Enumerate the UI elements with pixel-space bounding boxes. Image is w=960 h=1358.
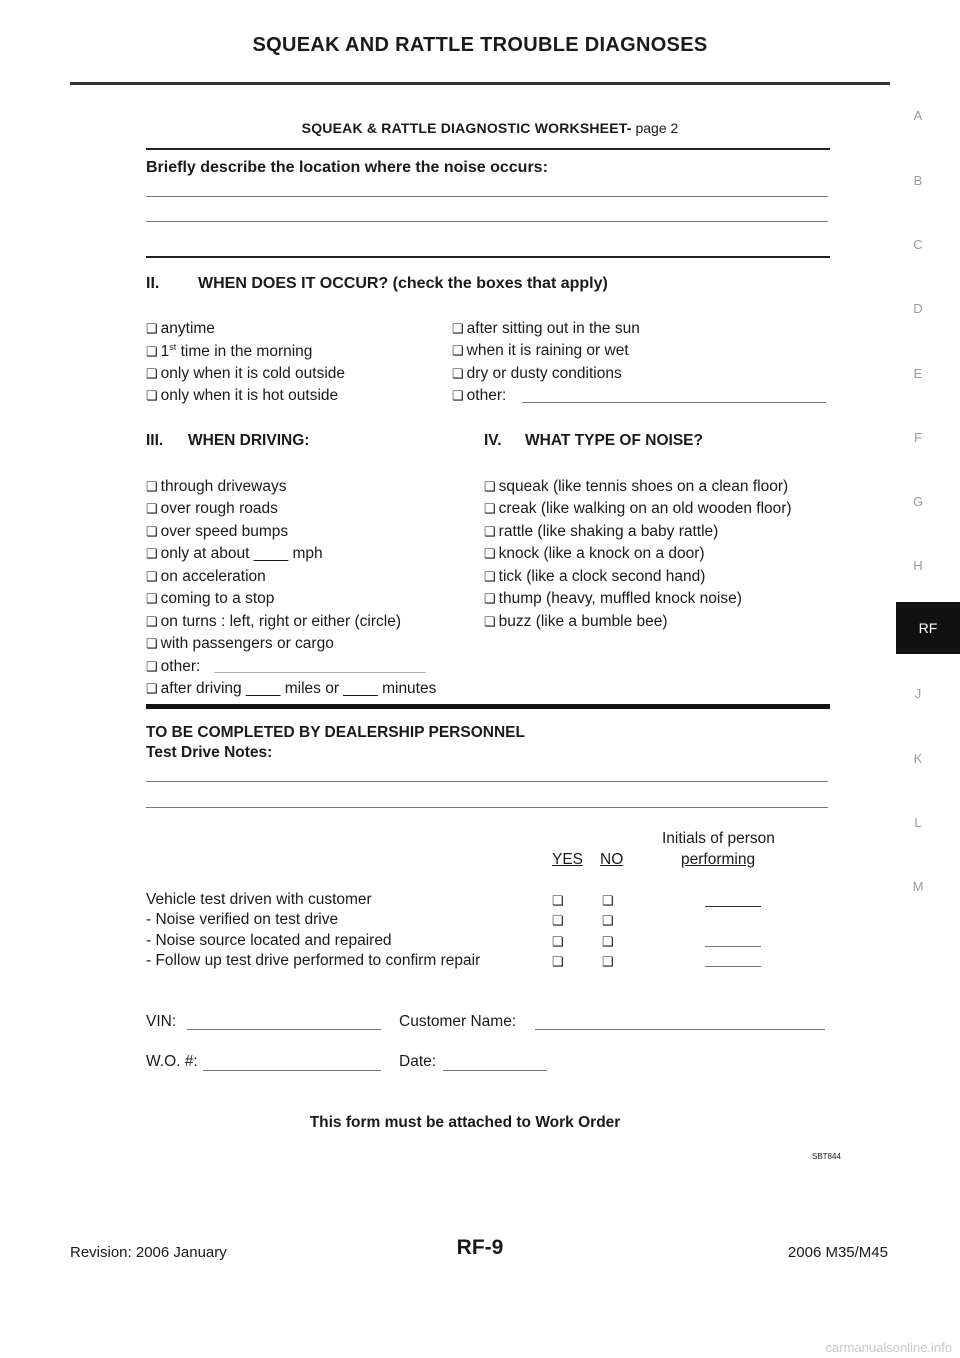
occur-rain-label: when it is raining or wet bbox=[466, 342, 629, 359]
checkbox-icon[interactable]: ❑ bbox=[146, 546, 158, 561]
checkbox-icon[interactable]: ❑ bbox=[146, 524, 158, 539]
initials-line[interactable] bbox=[705, 966, 761, 967]
side-index-c[interactable]: C bbox=[913, 237, 923, 252]
notes-line-2[interactable] bbox=[146, 807, 828, 808]
checkbox-icon[interactable]: ❑ bbox=[452, 366, 464, 381]
worksheet-title bbox=[140, 120, 840, 136]
checkbox-icon[interactable]: ❑ bbox=[146, 321, 158, 336]
attach-note: This form must be attached to Work Order bbox=[309, 1114, 621, 1131]
occur-hot[interactable] bbox=[146, 387, 338, 405]
noise-item[interactable] bbox=[484, 545, 705, 563]
side-index-f[interactable]: F bbox=[914, 430, 922, 445]
yes-checkbox[interactable]: ❑ bbox=[552, 954, 564, 969]
checkbox-icon[interactable]: ❑ bbox=[484, 501, 496, 516]
page-header-title: SQUEAK AND RATTLE TROUBLE DIAGNOSES bbox=[252, 34, 708, 56]
driving-item-label: on turns : left, right or either (circle) bbox=[160, 613, 401, 630]
no-checkbox[interactable]: ❑ bbox=[602, 913, 614, 928]
side-index-rf-active[interactable]: RF bbox=[896, 602, 960, 654]
section2-number: II. bbox=[146, 275, 160, 292]
yes-checkbox[interactable]: ❑ bbox=[552, 913, 564, 928]
checkbox-icon[interactable]: ❑ bbox=[452, 388, 464, 403]
occur-sun-label: after sitting out in the sun bbox=[466, 320, 640, 337]
occur-first-morning[interactable] bbox=[146, 342, 312, 361]
side-index-l[interactable]: L bbox=[914, 815, 922, 830]
worksheet-title-page: page 2 bbox=[631, 120, 679, 136]
noise-item-label: thump (heavy, muffled knock noise) bbox=[498, 590, 742, 607]
side-index-a[interactable]: A bbox=[913, 108, 923, 123]
checkbox-icon[interactable]: ❑ bbox=[146, 591, 158, 606]
driving-item[interactable] bbox=[146, 613, 401, 631]
no-checkbox[interactable]: ❑ bbox=[602, 893, 614, 908]
occur-hot-label: only when it is hot outside bbox=[160, 387, 339, 404]
driving-item[interactable] bbox=[146, 635, 334, 653]
side-index-m[interactable]: M bbox=[912, 879, 924, 894]
worksheet-title-bold: SQUEAK & RATTLE DIAGNOSTIC WORKSHEET- bbox=[301, 120, 632, 136]
checkbox-icon[interactable]: ❑ bbox=[146, 681, 158, 696]
occur-other-label: other: bbox=[466, 387, 507, 404]
location-prompt: Briefly describe the location where the noise occurs: bbox=[146, 159, 548, 176]
checkbox-icon[interactable]: ❑ bbox=[146, 659, 158, 674]
test-row-label: - Follow up test drive performed to confirm repair bbox=[146, 952, 481, 969]
driving-item[interactable] bbox=[146, 545, 323, 563]
checkbox-icon[interactable]: ❑ bbox=[484, 569, 496, 584]
noise-item[interactable] bbox=[484, 613, 668, 631]
test-drive-notes-label: Test Drive Notes: bbox=[146, 744, 273, 761]
noise-item-label: creak (like walking on an old wooden floor) bbox=[498, 500, 792, 517]
occur-sun[interactable] bbox=[452, 320, 640, 338]
driving-item-label: over rough roads bbox=[160, 500, 278, 517]
vin-label: VIN: bbox=[146, 1013, 177, 1030]
occur-other-line[interactable] bbox=[522, 402, 826, 403]
initials-line[interactable] bbox=[705, 906, 761, 907]
driving-item-label: with passengers or cargo bbox=[160, 635, 334, 652]
side-index-g[interactable]: G bbox=[912, 494, 924, 509]
checkbox-icon[interactable]: ❑ bbox=[146, 366, 158, 381]
driving-item-label: on acceleration bbox=[160, 568, 266, 585]
occur-dusty-label: dry or dusty conditions bbox=[466, 365, 622, 382]
figure-code: SBT844 bbox=[812, 1152, 841, 1161]
side-index-h[interactable]: H bbox=[913, 558, 923, 573]
initials-header-line1: Initials of person bbox=[662, 830, 775, 847]
vin-field[interactable] bbox=[187, 1029, 381, 1030]
checkbox-icon[interactable]: ❑ bbox=[146, 501, 158, 516]
occur-anytime[interactable] bbox=[146, 320, 215, 338]
checkbox-icon[interactable]: ❑ bbox=[484, 524, 496, 539]
section2-heading: WHEN DOES IT OCCUR? (check the boxes that apply) bbox=[198, 275, 608, 292]
location-line-2[interactable] bbox=[146, 221, 828, 222]
location-line-1[interactable] bbox=[146, 196, 828, 197]
checkbox-icon[interactable]: ❑ bbox=[146, 479, 158, 494]
date-label: Date: bbox=[399, 1053, 437, 1070]
yes-checkbox[interactable]: ❑ bbox=[552, 934, 564, 949]
no-checkbox[interactable]: ❑ bbox=[602, 934, 614, 949]
noise-item-label: buzz (like a bumble bee) bbox=[498, 613, 668, 630]
driving-item-label: coming to a stop bbox=[160, 590, 275, 607]
test-row-label: - Noise verified on test drive bbox=[146, 911, 339, 928]
checkbox-icon[interactable]: ❑ bbox=[146, 344, 158, 360]
customer-name-label: Customer Name: bbox=[399, 1013, 517, 1030]
yes-column-header: YES bbox=[552, 851, 584, 868]
side-index-d[interactable]: D bbox=[913, 301, 923, 316]
occur-first-morning-num: 1 bbox=[160, 343, 170, 361]
driving-item-label: after driving ____ miles or ____ minutes bbox=[160, 680, 437, 697]
noise-item-label: rattle (like shaking a baby rattle) bbox=[498, 523, 719, 540]
occur-first-morning-label: time in the morning bbox=[176, 343, 313, 361]
watermark bbox=[0, 1340, 960, 1355]
initials-header-line2: performing bbox=[681, 851, 756, 868]
noise-item[interactable] bbox=[484, 500, 792, 518]
driving-item[interactable] bbox=[146, 500, 278, 518]
checkbox-icon[interactable]: ❑ bbox=[484, 591, 496, 606]
occur-first-morning-sup: st bbox=[169, 342, 177, 352]
section-rule-2 bbox=[146, 256, 830, 258]
noise-item-label: knock (like a knock on a door) bbox=[498, 545, 705, 562]
side-index-b[interactable]: B bbox=[913, 173, 923, 188]
occur-rain[interactable] bbox=[452, 342, 629, 360]
section3-heading: WHEN DRIVING: bbox=[188, 432, 310, 449]
driving-other-line[interactable] bbox=[214, 672, 426, 673]
occur-cold[interactable] bbox=[146, 365, 345, 383]
date-field[interactable] bbox=[443, 1070, 547, 1071]
section4-number: IV. bbox=[484, 432, 502, 449]
header-divider bbox=[70, 82, 890, 85]
initials-line[interactable] bbox=[705, 946, 761, 947]
worksheet-top-rule bbox=[146, 148, 830, 150]
test-row-label: - Noise source located and repaired bbox=[146, 932, 392, 949]
driving-item[interactable] bbox=[146, 523, 288, 541]
no-checkbox[interactable]: ❑ bbox=[602, 954, 614, 969]
side-index-e[interactable]: E bbox=[913, 366, 923, 381]
no-column-header: NO bbox=[600, 851, 624, 868]
checkbox-icon[interactable]: ❑ bbox=[146, 388, 158, 403]
checkbox-icon[interactable]: ❑ bbox=[452, 343, 464, 358]
checkbox-icon[interactable]: ❑ bbox=[484, 614, 496, 629]
noise-item[interactable] bbox=[484, 523, 718, 541]
driving-item-label: over speed bumps bbox=[160, 523, 289, 540]
customer-name-field[interactable] bbox=[535, 1029, 825, 1030]
dealership-divider bbox=[146, 704, 830, 709]
test-row-label: Vehicle test driven with customer bbox=[146, 891, 372, 908]
section3-number: III. bbox=[146, 432, 164, 449]
yes-checkbox[interactable]: ❑ bbox=[552, 893, 564, 908]
section4-heading: WHAT TYPE OF NOISE? bbox=[525, 432, 703, 449]
checkbox-icon[interactable]: ❑ bbox=[146, 636, 158, 651]
side-index-k[interactable]: K bbox=[913, 751, 923, 766]
driving-item-label: through driveways bbox=[160, 478, 287, 495]
footer-revision: Revision: 2006 January bbox=[70, 1244, 227, 1261]
checkbox-icon[interactable]: ❑ bbox=[146, 569, 158, 584]
driving-item[interactable] bbox=[146, 478, 286, 496]
footer-model: 2006 M35/M45 bbox=[787, 1244, 888, 1261]
driving-item-label: only at about ____ mph bbox=[160, 545, 323, 562]
checkbox-icon[interactable]: ❑ bbox=[484, 546, 496, 561]
occur-other[interactable] bbox=[452, 387, 506, 405]
driving-item[interactable] bbox=[146, 680, 436, 698]
checkbox-icon[interactable]: ❑ bbox=[146, 614, 158, 629]
driving-item[interactable] bbox=[146, 568, 266, 586]
footer-page-number: RF-9 bbox=[456, 1236, 504, 1259]
noise-item[interactable] bbox=[484, 568, 705, 586]
watermark-text: carmanualsonline.info bbox=[825, 1340, 952, 1355]
noise-item-label: squeak (like tennis shoes on a clean floor) bbox=[498, 478, 789, 495]
dealership-heading: TO BE COMPLETED BY DEALERSHIP PERSONNEL bbox=[146, 724, 525, 741]
driving-item[interactable] bbox=[146, 590, 274, 608]
occur-anytime-label: anytime bbox=[160, 320, 215, 337]
occur-dusty[interactable] bbox=[452, 365, 622, 383]
side-index-j[interactable]: J bbox=[914, 686, 922, 701]
driving-item-other[interactable] bbox=[146, 658, 200, 676]
occur-cold-label: only when it is cold outside bbox=[160, 365, 346, 382]
checkbox-icon[interactable]: ❑ bbox=[484, 479, 496, 494]
notes-line-1[interactable] bbox=[146, 781, 828, 782]
wo-number-label: W.O. #: bbox=[146, 1053, 198, 1070]
driving-other-label: other: bbox=[160, 658, 201, 675]
noise-item[interactable] bbox=[484, 478, 788, 496]
wo-number-field[interactable] bbox=[203, 1070, 381, 1071]
checkbox-icon[interactable]: ❑ bbox=[452, 321, 464, 336]
noise-item[interactable] bbox=[484, 590, 742, 608]
noise-item-label: tick (like a clock second hand) bbox=[498, 568, 706, 585]
